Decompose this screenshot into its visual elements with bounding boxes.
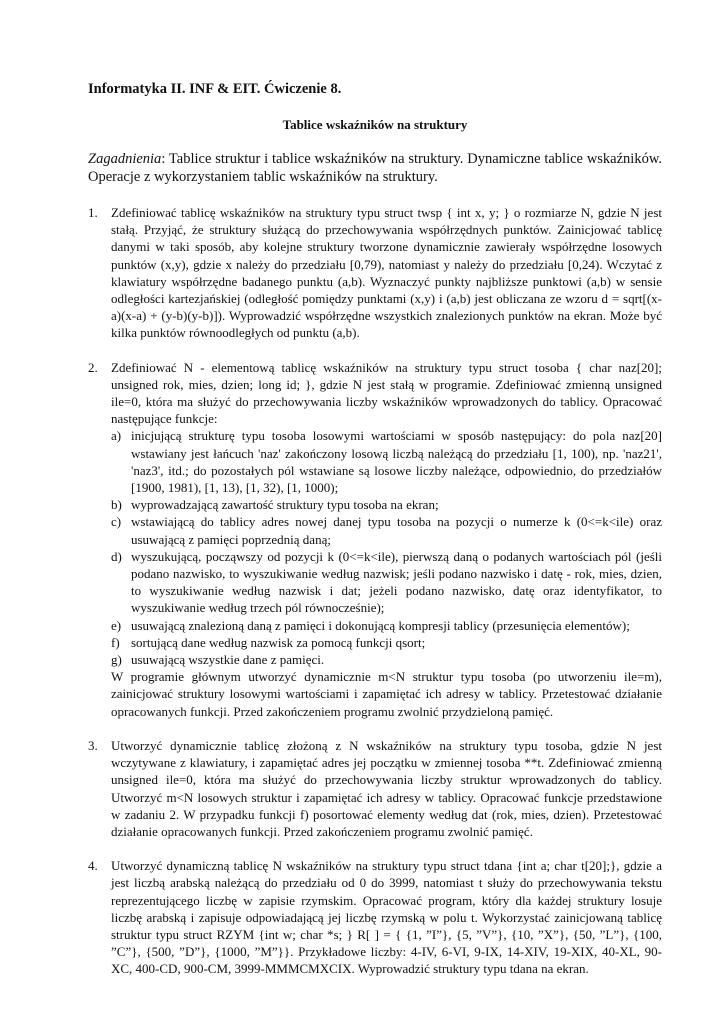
- task-3: [88, 737, 662, 840]
- item-letter: a): [111, 428, 122, 444]
- item-letter: c): [111, 514, 122, 530]
- item-text: usuwającą znalezioną daną z pamięci i dokonującą kompresji tablicy (przesunięcia elementów);: [131, 617, 630, 633]
- topics-text: : Tablice struktur i tablice wskaźników na struktury. Dynamiczne tablice wskaźników. Operacje z wykorzystaniem tablic wskaźników na struktury.: [88, 151, 662, 185]
- function-item-a: [111, 427, 662, 496]
- task-number: 1.: [88, 205, 98, 220]
- item-text: sortującą dane według nazwisk za pomocą funkcji qsort;: [131, 634, 426, 650]
- item-letter: d): [111, 548, 122, 564]
- task-text: Utworzyć dynamiczną tablicę N wskaźników na struktury typu struct tdana {int a; char t[20];}, gdzie a jest liczbą arabską należącą do przedziału od 0 do 3999, natomiast t służy do przechowywania tekstu reprezentującego liczbę w zapisie rzymskim. Opracować program, który dla każdej struktury losuje liczbę arabską i zapisuje odpowiadającą jej liczbę rzymską w polu t. Wykorzystać zainicjowaną tablicę struktur typu struct RZYM {int w; char *s; } R[ ] = { {1, ”I”}, {5, ”V”}, {10, ”X”}, {50, ”L”}, {100, ”C”}, {500, ”D”}, {1000, ”M”}}. Przykładowe liczby: 4-IV, 6-VI, 9-IX, 14-XIV, 19-XIX, 40-XL, 90-XC, 400-CD, 900-CM, 3999-MMMCMXCIX. Wyprowadzić struktury typu tdana na ekran.: [111, 858, 662, 977]
- task-number: 4.: [88, 858, 98, 874]
- document-title: Tablice wskaźników na struktury: [282, 117, 468, 132]
- task-intro: Zdefiniować N - elementową tablicę wskaźników na struktury typu struct tosoba { char naz[20]; unsigned rok, mies, dzien; long id; }, gdzie N jest stałą w programie. Zdefiniować zmienną unsigned ile=0, która ma służyć do przechowywania liczby wskaźników wprowadzonych do tablicy. Opracować następujące funkcje:: [111, 359, 662, 427]
- item-letter: f): [111, 634, 120, 650]
- item-letter: g): [111, 652, 122, 668]
- item-text: usuwającą wszystkie dane z pamięci.: [131, 652, 325, 668]
- task-text: Utworzyć dynamicznie tablicę złożoną z N wskaźników na struktury typu tosoba, gdzie N jest wczytywane z klawiatury, i zapamiętać adres jej początku w zmiennej tosoba **t. Zdefiniować zmienną unsigned ile=0, która ma służyć do przechowywania liczby struktur wprowadzonych do tablicy. Utworzyć m<N losowych struktur i zapamiętać ich adresy w tablicy. Opracować funkcje przedstawione w zadaniu 2. W przypadku funkcji f) posortować elementy według dat (rok, mies, dzien). Przetestować działanie opracowanych funkcji. Przed zakończeniem programu zwolnić pamięć.: [111, 737, 662, 839]
- function-item-f: [111, 634, 662, 651]
- item-text: wstawiającą do tablicy adres nowej danej typu tosoba na pozycji o numerze k (0<=k<ile) oraz usuwającą z pamięci poprzednią daną;: [131, 514, 662, 547]
- task-body: [111, 359, 662, 720]
- item-letter: b): [111, 497, 122, 513]
- task-body: [111, 737, 662, 840]
- item-letter: e): [111, 617, 122, 633]
- function-list: [111, 427, 662, 668]
- task-body: [111, 857, 662, 977]
- topics-label: Zagadnienia: [88, 151, 162, 167]
- task-outro: W programie głównym utworzyć dynamicznie m<N struktur typu tosoba (po utworzeniu ile=m), zainicjować struktury losowymi wartościami i zapamiętać ich adresy w tablicy. Przetestować działanie opracowanych funkcji. Przed zakończeniem programu zwolnić przydzieloną pamięć.: [111, 669, 662, 719]
- function-item-b: [111, 496, 662, 513]
- function-item-c: [111, 513, 662, 547]
- document-header: Informatyka II. INF & EIT. Ćwiczenie 8.: [88, 81, 342, 97]
- task-number: 3.: [88, 737, 98, 753]
- function-item-e: [111, 617, 662, 634]
- function-item-d: [111, 548, 662, 617]
- item-text: inicjującą strukturę typu tosoba losowymi wartościami w sposób następujący: do pola naz[20] wstawiany jest łańcuch 'naz' zakończony losową liczbą należącą do przedziału [1, 100), np. 'naz21', 'naz3', itd.; do pozostałych pól wstawiane są losowe liczby należące, odpowiednio, do przedziałów [1900, 1981), [1, 13), [1, 32), [1, 1000);: [131, 428, 662, 496]
- task-1: [88, 204, 662, 342]
- task-body: [111, 204, 662, 342]
- task-list: [88, 204, 662, 978]
- topics-paragraph: [88, 150, 662, 186]
- function-item-g: [111, 651, 662, 668]
- item-text: wyszukującą, począwszy od pozycji k (0<=k<ile), pierwszą daną o podanych wartościach pól (jeśli podano nazwisko, to wyszukiwanie według nazwisk; jeśli podano nazwisko i datę - rok, mies, dzien, to wyszukiwanie według nazwisk i dat; jeżeli podano nazwisko, datę oraz identyfikator, to wyszukiwanie według trzech pól równocześnie);: [131, 548, 662, 616]
- task-number: 2.: [88, 359, 98, 375]
- task-text: Zdefiniować tablicę wskaźników na struktury typu struct twsp { int x, y; } o rozmiarze N, gdzie N jest stałą. Przyjąć, że struktury służącą do przechowywania współrzędnych punktów. Zainicjować tablicę danymi w taki sposób, aby kolejne struktury tworzone dynamicznie zawierały współrzędne losowych punktów (x,y), gdzie x należy do przedziału [0,79), natomiast y należy do przedziału [0,24). Wczytać z klawiatury współrzędne badanego punktu (a,b). Wyznaczyć punkty najbliższe punktowi (a,b) w sensie odległości kartezjańskiej (odległość pomiędzy punktami (x,y) i (a,b) jest obliczana ze wzoru d = sqrt[(x-a)(x-a) + (y-b)(y-b)]). Wyprowadzić współrzędne wszystkich znalezionych punktów na ekran. Może być kilka punktów równoodległych od punktu (a,b).: [111, 205, 662, 341]
- item-text: wyprowadzającą zawartość struktury typu tosoba na ekran;: [131, 497, 439, 513]
- document-page: [88, 80, 662, 995]
- task-2: [88, 359, 662, 720]
- task-4: [88, 857, 662, 977]
